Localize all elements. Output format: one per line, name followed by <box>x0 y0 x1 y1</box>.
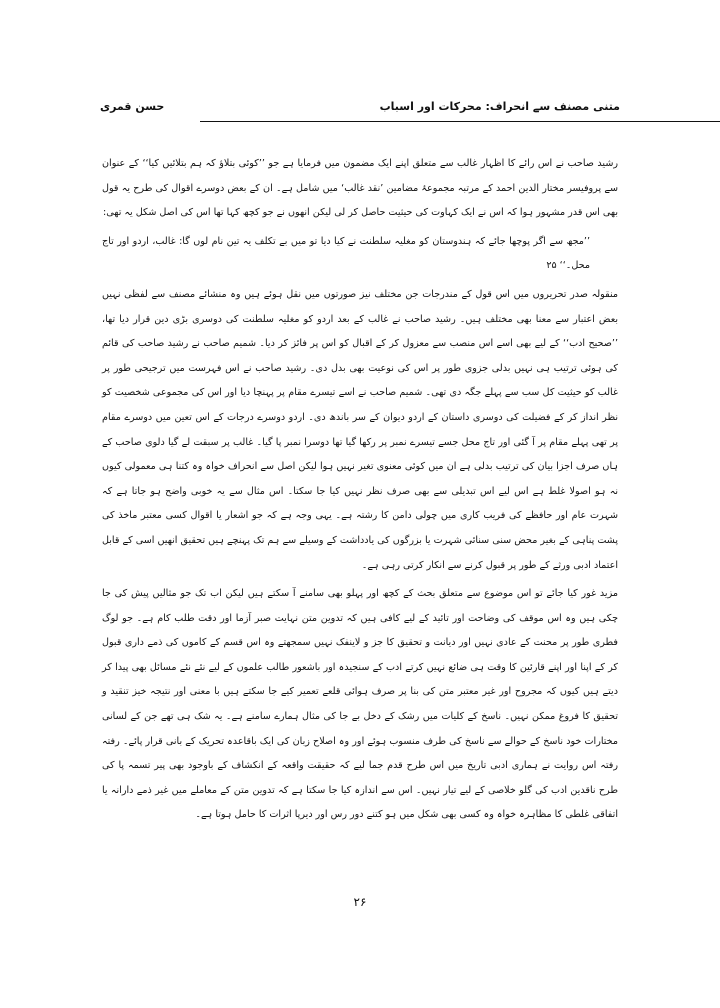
running-header <box>100 100 620 120</box>
header-author: حسن قمری <box>100 100 165 113</box>
paragraph-1: رشید صاحب نے اس رائے کا اظہار غالب سے متعلق اپنے ایک مضمون میں فرمایا ہے جو ’’کوئی بتلاؤ کہ ہم بتلائیں کیا‘‘ کے عنوان سے پروفیسر مختار الدین احمد کے مرتبہ مجموعۂ مضامین ’نقد غالب‘ میں شامل ہے۔ ان کے بعض دوسرے اقوال کی طرح یہ قول بھی اس قدر مشہور ہوا کہ اس نے ایک کہاوت کی حیثیت حاصل کر لی لیکن انھوں نے جو کچھ کہا تھا اس کی اصل شکل یہ تھی: <box>102 158 618 219</box>
block-quote: ’’مجھ سے اگر پوچھا جائے کہ ہندوستان کو مغلیہ سلطنت نے کیا دیا تو میں بے تکلف یہ تین نام لوں گا: غالب، اردو اور تاج محل۔‘‘ ۲۵ <box>102 235 590 272</box>
page-number: ۲۶ <box>353 895 367 909</box>
header-rule <box>200 121 720 122</box>
paragraph-3: مزید غور کیا جائے تو اس موضوع سے متعلق بحث کے کچھ اور پہلو بھی سامنے آ سکتے ہیں لیکن اب تک جو مثالیں پیش کی جا چکی ہیں وہ اس موقف کی وضاحت اور تائید کے لیے کافی ہیں کہ تدوین متن نہایت صبر آزما اور دقت طلب کام ہے۔ جو لوگ فطری طور پر محنت کے عادی نہیں اور دیانت و تحقیق کا جز و لاینفک نہیں سمجھتے وہ اس قسم کے کاموں کی ذمے داری قبول کر کے اپنا اور اپنے قارئین کا وقت ہی ضائع نہیں کرتے ادب کے سنجیدہ اور باشعور طالب علموں کے لیے نئے نئے مسائل بھی پیدا کر دیتے ہیں کیوں کہ مجروح اور غیر معتبر متن کی بنا پر صرف ہوائی قلعے تعمیر کیے جا سکتے ہیں با معنی اور نتیجہ خیز تنقید و تحقیق کا فروغ ممکن نہیں۔ ناسخ کے کلیات میں رشک کے دخل بے جا کی مثال ہمارے سامنے ہے۔ یہ شک ہی تھے جن کے لسانی مختارات خود ناسخ کے حوالے سے ناسخ کی طرف منسوب ہوئے اور وہ اصلاح زبان کی ایک باقاعدہ تحریک کے بانی قرار پائے۔ رفتہ رفتہ اس روایت نے ہماری ادبی تاریخ میں اس طرح قدم جما لیے کہ حقیقت واقعہ کے انکشاف کے باوجود بھی پیر تسمہ پا کی طرح ناقدین ادب کی گلو خلاصی کے لیے تیار نہیں۔ اس سے اندازہ کیا جا سکتا ہے کہ تدوین متن کے معاملے میں غیر ذمے دارانہ یا اتفاقی غلطی کا مظاہرہ خواہ وہ کسی بھی شکل میں ہو کتنے دور رس اور دیرپا اثرات کا حامل ہوتا ہے۔ <box>102 588 618 821</box>
header-title: متنی مصنف سے انحراف: محرکات اور اسباب <box>379 100 620 113</box>
body-text <box>102 152 618 832</box>
paragraph-2: منقولہ صدر تحریروں میں اس قول کے مندرجات جن مختلف نیز صورتوں میں نقل ہوئے ہیں وہ منشائے مصنف سے لفظی نہیں بعض اعتبار سے معنا بھی مختلف ہیں۔ رشید صاحب نے غالب کے بعد اردو کو مغلیہ سلطنت کی دوسری بڑی دین قرار دیا تھا، ’’صحیح ادب‘‘ کے لیے بھی اسے اس منصب سے معزول کر کے اقبال کو اس پر فائز کر دیا۔ شمیم صاحب نے رشید صاحب کی قائم کی ہوئی ترتیب ہی نہیں بدلی جزوی طور پر اس کی نوعیت بھی بدل دی۔ رشید صاحب نے اس فہرست میں ترجیحی طور پر غالب کو حیثیت کل سب سے پہلے جگہ دی تھی۔ شمیم صاحب نے اسے تیسرے مقام پر پہنچا دیا اور اس کی مجموعی شخصیت کو نظر انداز کر کے فضیلت کی دوسری داستان کے اردو دیوان کے سر باندھ دی۔ اردو دوسرے درجات کے اس تعین میں دوسرے مقام پر تھی پہلے مقام پر آ گئی اور تاج محل جسے تیسرے نمبر پر رکھا گیا تھا دوسرا نمبر پا گیا۔ غالب پر سبقت لے گیا دلوی صاحب کے ہاں صرف اجزا بیان کی ترتیب بدلی ہے ان میں کوئی معنوی تغیر نہیں ہوا لیکن اصل سے انحراف خواہ وہ کتنا ہی معمولی کیوں نہ ہو اصولا غلط ہے اس لیے اس تبدیلی سے بھی صرف نظر نہیں کیا جا سکتا۔ اس مثال سے یہ خوبی واضح ہو جاتا ہے کہ شہرت عام اور حافظے کی فریب کاری میں چولی دامن کا رشتہ ہے۔ یہی وجہ ہے کہ جو اشعار یا اقوال کسی معتبر ماخذ کی پشت پناہی کے بغیر محض سنی سنائی شہرت یا بزرگوں کی یادداشت کے وسیلے سے ہم تک پہنچے ہیں تحقیق انھیں اسی کے قابل اعتماد ادبی ورثے کے طور پر قبول کرنے سے انکار کرتی رہی ہے۔ <box>102 288 618 571</box>
